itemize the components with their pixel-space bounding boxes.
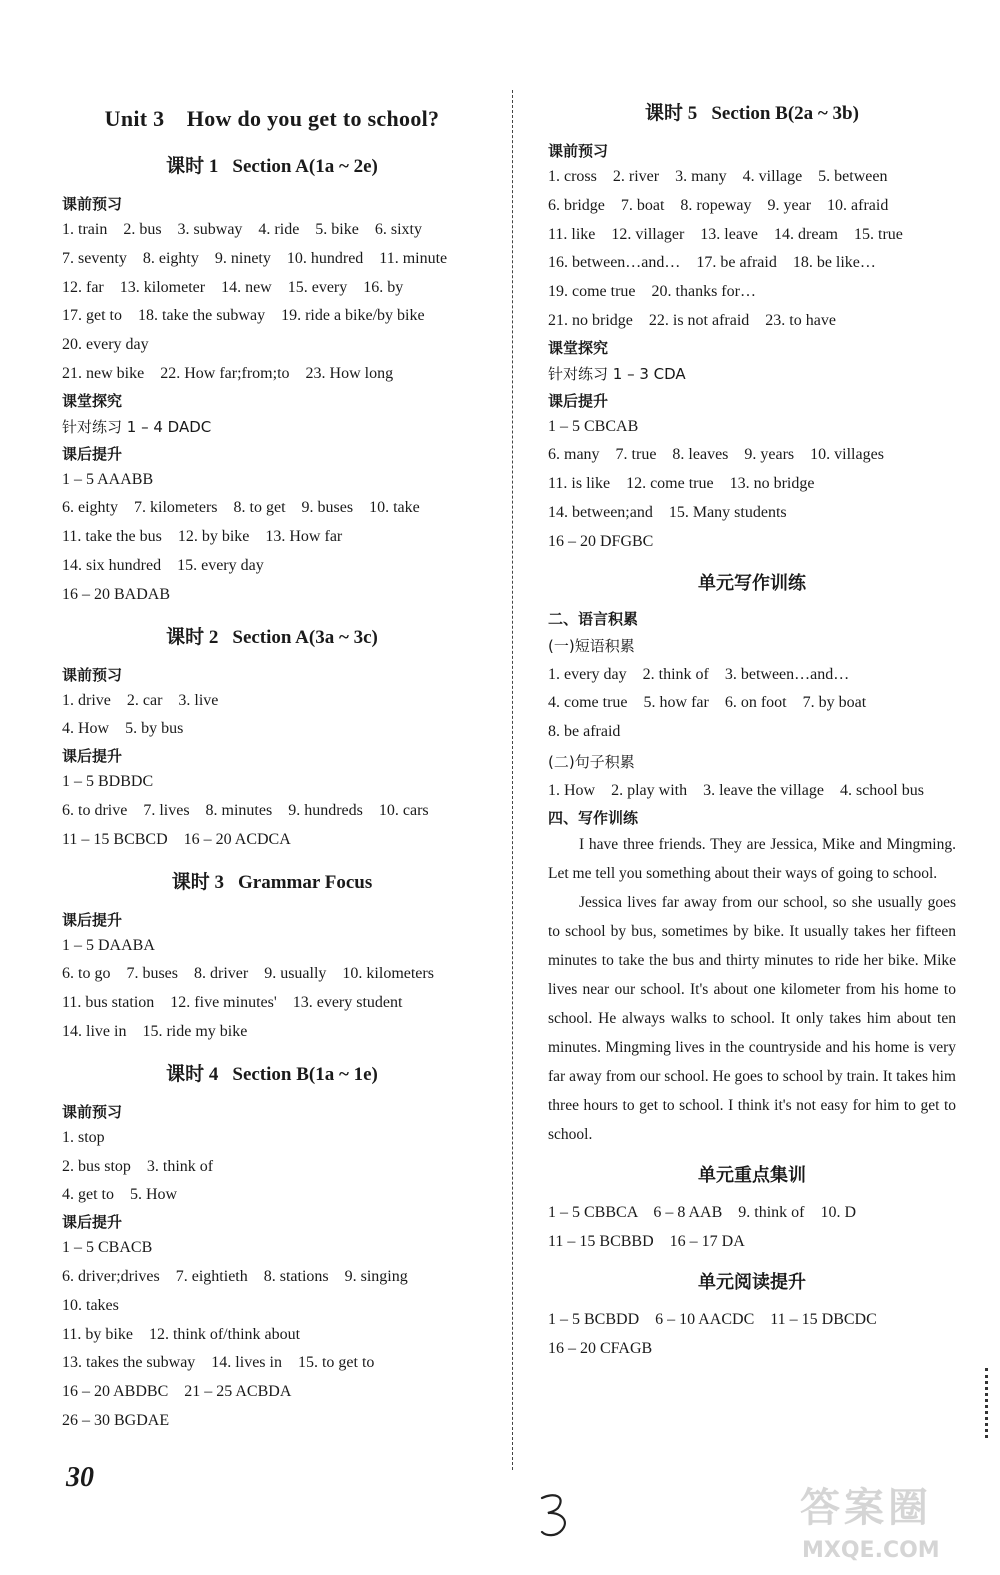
answer-line: 11. take the bus 12. by bike 13. How far [62,528,343,546]
answer-line: 1 – 5 BDBDC [62,773,154,791]
answer-line: 10. takes [62,1296,119,1314]
answer-line: 21. new bike 22. How far;from;to 23. How long [62,364,394,382]
subhead: 课前预习 [62,665,123,684]
subhead: 课前预习 [548,142,609,160]
answer-line: 8. be afraid [548,723,621,741]
answer-line: 21. no bridge 22. is not afraid 23. to have [548,311,836,329]
subhead: 四、写作训练 [548,808,639,827]
lesson-title: Section B(2a ~ 3b) [711,103,859,124]
watermark-url: MXQE.COM [802,1538,940,1563]
answer-line: 4. How 5. by bus [62,720,184,738]
section-heading: 单元阅读提升 [698,1272,806,1294]
sub-subhead: (二)句子积累 [548,752,635,771]
subhead: 课后提升 [62,910,123,929]
answer-line: 1. train 2. bus 3. subway 4. ride 5. bike 6. sixty [62,221,422,238]
subhead: 课后提升 [548,391,609,410]
answer-line: 1 – 5 CBBCA 6 – 8 AAB 9. think of 10. D [548,1203,857,1221]
unit-title: Unit 3 How do you get to school? [104,106,440,131]
answer-line: 16 – 20 CFAGB [548,1340,653,1358]
lesson-1 [62,151,482,610]
answer-line: 1 – 5 AAABB [62,470,154,488]
section-heading: 单元写作训练 [698,572,806,594]
essay-paragraph: Jessica lives far away from our school, so she usually goes to school by bus, sometimes by bike. It usually takes her fifteen minutes to take the bus and thirty minutes to ride her bike. Mike lives near our school. It's about one kilometer from his home to school. He always walks to school. It only takes him about ten minutes. Mingming lives in the countryside and his home is very far away from our school. He goes to school by train. It takes him three hours to get to school. I think it's not easy for him to get to school. [548,893,956,1143]
section-heading: 单元重点集训 [698,1164,806,1186]
answer-line: 6. to go 7. buses 8. driver 9. usually 10. kilometers [62,965,434,983]
subhead: 课前预习 [62,1102,123,1121]
answer-line: 20. every day [62,336,149,354]
answer-line: 1. cross 2. river 3. many 4. village 5. between [548,168,888,185]
lesson-number: 课时 2 [166,626,219,648]
answer-line: 针对练习 1 – 3 CDA [548,364,686,383]
answer-line: 26 – 30 BGDAE [62,1411,170,1429]
answer-line: 2. bus stop 3. think of [62,1157,214,1175]
answer-line: 16 – 20 DFGBC [548,532,654,550]
answer-line: 1. drive 2. car 3. live [62,691,219,709]
subhead: 课前预习 [62,195,123,213]
answer-line: 11. bus station 12. five minutes' 13. every student [62,994,403,1012]
lesson-4 [62,1059,482,1436]
lesson-2 [62,622,482,855]
answer-line: 7. seventy 8. eighty 9. ninety 10. hundred 11. minute [62,249,448,267]
answer-line: 14. six hundred 15. every day [62,556,264,574]
lesson-5 [548,98,956,557]
lesson-title: Grammar Focus [238,871,373,893]
answer-line: 1. every day 2. think of 3. between…and… [548,665,850,683]
answer-line: 17. get to 18. take the subway 19. ride a bike/by bike [62,307,425,325]
answer-line: 19. come true 20. thanks for… [548,283,756,301]
answer-line: 1 – 5 DAABA [62,936,155,954]
edge-dots [985,1368,992,1438]
page-number: 30 [66,1462,94,1493]
reading-section [548,1268,956,1364]
answer-line: 11. like 12. villager 13. leave 14. dream 15. true [548,225,903,243]
answer-line: 11. is like 12. come true 13. no bridge [548,475,815,493]
lesson-number: 课时 5 [645,103,698,124]
answer-line: 11 – 15 BCBBD 16 – 17 DA [548,1232,745,1250]
lesson-heading [62,867,482,894]
answer-line: 16. between…and… 17. be afraid 18. be like… [548,254,876,272]
answer-line: 1 – 5 CBACB [62,1239,153,1257]
subhead: 二、语言积累 [548,609,639,628]
lesson-title: Section B(1a ~ 1e) [232,1063,378,1085]
answer-line: 针对练习 1 – 4 DADC [62,417,212,436]
lesson-number: 课时 3 [171,871,225,893]
answer-line: 6. driver;drives 7. eightieth 8. stations 9. singing [62,1267,408,1285]
lesson-heading [62,622,482,649]
lesson-heading [62,1059,482,1086]
answer-line: 4. get to 5. How [62,1186,178,1204]
answer-line: 14. live in 15. ride my bike [62,1022,248,1040]
answer-line: 4. come true 5. how far 6. on foot 7. by boat [548,694,867,712]
answer-line: 11. by bike 12. think of/think about [62,1325,301,1343]
column-divider [512,90,513,1470]
subhead: 课后提升 [62,1213,123,1232]
key-points-section [548,1161,956,1257]
answer-line: 6. many 7. true 8. leaves 9. years 10. villages [548,446,884,464]
essay-paragraph: I have three friends. They are Jessica, Mike and Mingming. Let me tell you something about their ways of going to school. [548,835,956,882]
subhead: 课堂探究 [548,338,609,357]
watermark-text: 答案圈 [800,1485,932,1531]
lesson-heading [548,98,956,125]
lesson-heading [62,151,482,178]
handwritten-mark-icon [536,1490,576,1540]
answer-line: 6. bridge 7. boat 8. ropeway 9. year 10. afraid [548,196,889,214]
lesson-title: Section A(1a ~ 2e) [232,156,378,177]
answer-line: 1 – 5 BCBDD 6 – 10 AACDC 11 – 15 DBCDC [548,1311,877,1329]
sub-subhead: (一)短语积累 [548,636,635,655]
writing-section [548,569,956,1149]
answer-line: 1. How 2. play with 3. leave the village 4. school bus [548,781,924,799]
right-column [548,88,956,1364]
answer-line: 12. far 13. kilometer 14. new 15. every 16. by [62,278,404,296]
lesson-3 [62,867,482,1047]
lesson-number: 课时 1 [166,156,219,177]
answer-line: 13. takes the subway 14. lives in 15. to get to [62,1354,375,1372]
lesson-number: 课时 4 [166,1063,219,1085]
subhead: 课后提升 [62,444,123,463]
answer-line: 11 – 15 BCBCD 16 – 20 ACDCA [62,830,291,848]
answer-line: 16 – 20 BADAB [62,585,171,603]
answer-line: 1. stop [62,1128,105,1146]
left-column [62,88,482,1436]
answer-line: 6. to drive 7. lives 8. minutes 9. hundreds 10. cars [62,801,429,819]
answer-line: 1 – 5 CBCAB [548,417,639,435]
watermark-logo-icon [794,1477,984,1567]
answer-line: 14. between;and 15. Many students [548,503,787,521]
subhead: 课后提升 [62,747,123,766]
answer-line: 6. eighty 7. kilometers 8. to get 9. buses 10. take [62,499,420,517]
answer-line: 16 – 20 ABDBC 21 – 25 ACBDA [62,1383,292,1401]
subhead: 课堂探究 [62,391,123,410]
lesson-title: Section A(3a ~ 3c) [232,626,378,648]
